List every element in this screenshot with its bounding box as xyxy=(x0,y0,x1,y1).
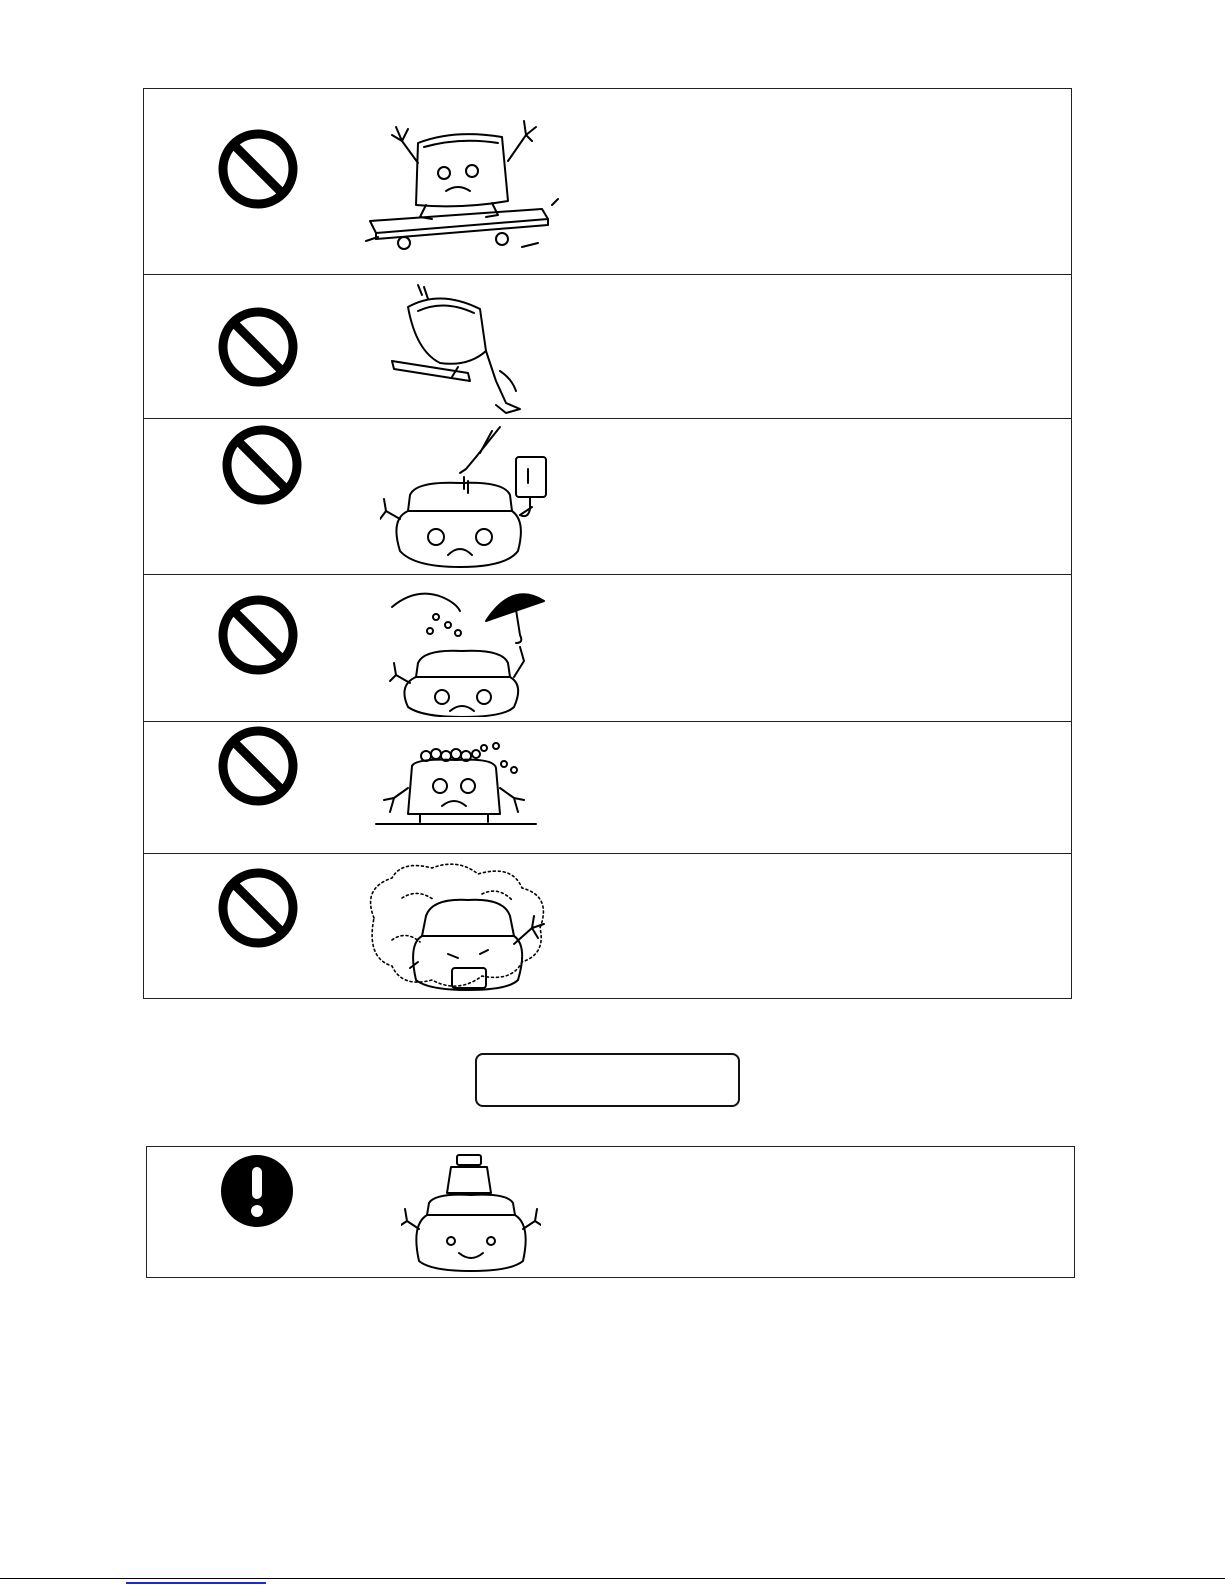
prohibition-icon xyxy=(220,423,304,507)
prohibition-icon xyxy=(216,305,300,389)
prohibition-icon xyxy=(216,127,300,211)
warning-row xyxy=(144,854,1071,1000)
warning-row xyxy=(144,89,1071,275)
warning-row xyxy=(144,419,1071,575)
caution-table xyxy=(146,1146,1075,1278)
footer-rule xyxy=(0,1578,1225,1579)
pouring-on-scale-illustration xyxy=(380,423,560,571)
prohibition-icon xyxy=(216,593,300,677)
falling-scale-illustration xyxy=(388,281,538,415)
footer-link-underline[interactable] xyxy=(126,1582,266,1584)
bubbles-on-scale-illustration xyxy=(372,742,542,830)
prohibition-icon xyxy=(216,724,300,808)
mandatory-action-icon xyxy=(219,1153,295,1229)
unstable-table-scale-illustration xyxy=(362,111,562,251)
dusty-scale-illustration xyxy=(362,858,562,996)
warning-row xyxy=(144,722,1071,854)
warning-row xyxy=(144,275,1071,419)
weight-on-scale-illustration xyxy=(401,1153,541,1277)
rain-water-on-scale-illustration xyxy=(386,581,556,717)
caution-heading-box xyxy=(475,1053,740,1107)
prohibition-icon xyxy=(216,866,300,950)
warning-row xyxy=(144,575,1071,722)
warning-table xyxy=(143,88,1072,999)
